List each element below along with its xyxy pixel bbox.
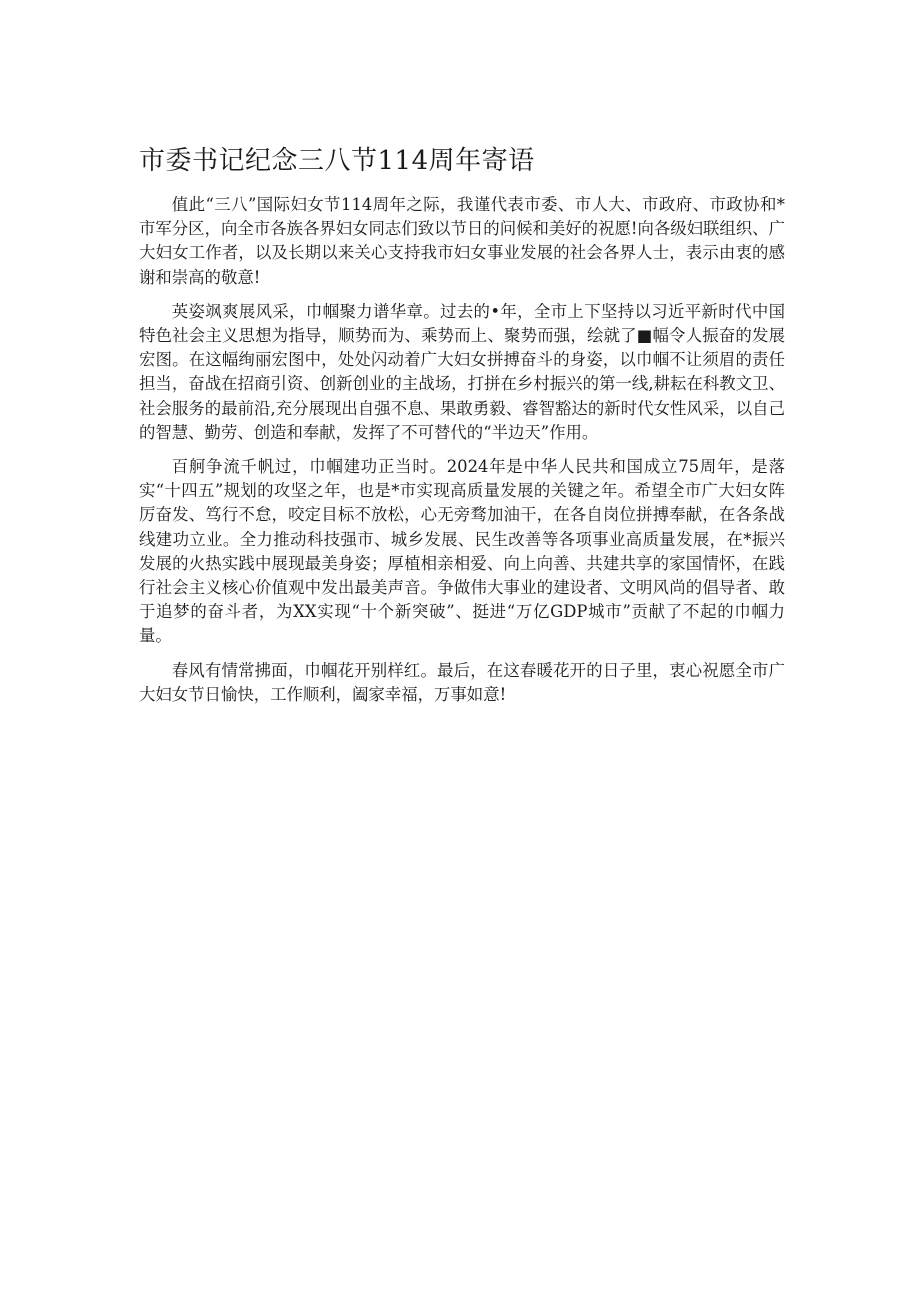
paragraph-achievements: 英姿飒爽展风采，巾帼聚力谱华章。过去的•年，全市上下坚持以习近平新时代中国特色社会主义思想为指导，顺势而为、乘势而上、聚势而强，绘就了■幅令人振奋的发展宏图。在这幅绚丽宏图中，处处闪动着广大妇女拼搏奋斗的身姿，以巾帼不让须眉的责任担当，奋战在招商引资、创新创业的主战场，打拼在乡村振兴的第一线,耕耘在科教文卫、社会服务的最前沿,充分展现出自强不息、果敢勇毅、睿智豁达的新时代女性风采，以自己的智慧、勤劳、创造和奉献，发挥了不可替代的“半边天”作用。	[139, 301, 785, 442]
paragraph-expectations: 百舸争流千帆过，巾帼建功正当时。2024年是中华人民共和国成立75周年，是落实“十四五”规划的攻坚之年，也是*市实现高质量发展的关键之年。希望全市广大妇女阵厉奋发、笃行不怠，咬定目标不放松，心无旁骛加油干，在各自岗位拼搏奉献，在各条战线建功立业。全力推动科技强市、城乡发展、民生改善等各项事业高质量发展，在*振兴发展的火热实践中展现最美身姿；厚植相亲相爱、向上向善、共建共享的家国情怀，在践行社会主义核心价值观中发出最美声音。争做伟大事业的建设者、文明风尚的倡导者、敢于追梦的奋斗者，为XX实现“十个新突破”、挺进“万亿GDP城市”贡献了不起的巾帼力量。	[139, 457, 785, 646]
paragraph-closing-wishes: 春风有情常拂面，巾帼花开别样红。最后，在这春暖花开的日子里，衷心祝愿全市广大妇女节日愉快，工作顺利，阖家幸福，万事如意!	[139, 660, 785, 704]
document-title: 市委书记纪念三八节114周年寄语	[139, 146, 535, 176]
document-body	[139, 193, 785, 717]
paragraph-greeting: 值此“三八”国际妇女节114周年之际，我谨代表市委、市人大、市政府、市政协和*市军分区，向全市各族各界妇女同志们致以节日的问候和美好的祝愿!向各级妇联组织、广大妇女工作者，以及长期以来关心支持我市妇女事业发展的社会各界人士，表示由衷的感谢和崇高的敬意!	[139, 195, 785, 287]
